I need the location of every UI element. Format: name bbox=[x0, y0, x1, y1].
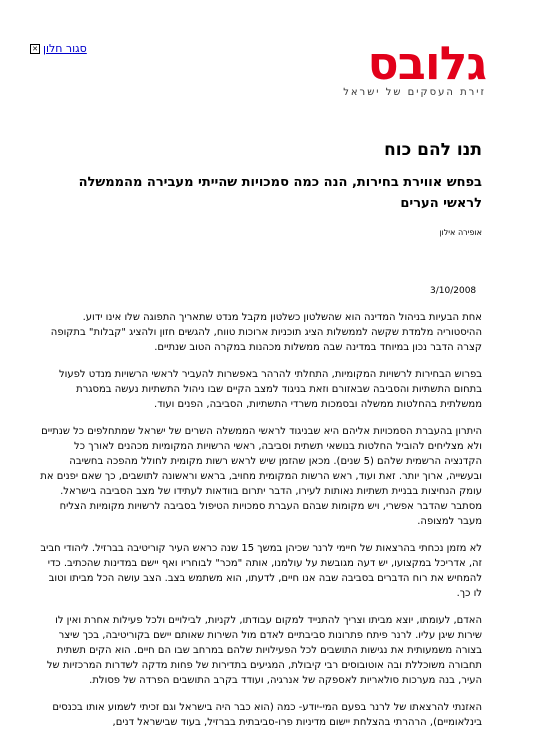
top-cut-text bbox=[0, 0, 540, 3]
article-paragraph: לא מזמן נכחתי בהרצאות של חיימי לרנר שכיהן במשך 15 שנה כראש העיר קוריטיבה בברזיל. ליהודי חביב זה, אדריכל במקצועו, יש דעה מגובשת על עולמנו, אותה "מכר" לבוחריו ואף יישם במדינות שהכתיב. כדי להמחיש את רוח הדברים בסביבה שבה אנו חיים, לדעתו, הוא משתמש בצב. הצב עושה הכל מביתו וטוב לו כך. bbox=[40, 543, 482, 599]
article bbox=[40, 140, 482, 742]
article-title: תנו להם כוח bbox=[384, 140, 482, 160]
close-window-link[interactable] bbox=[30, 42, 87, 55]
article-body bbox=[40, 310, 482, 730]
article-subtitle: בפחש אווירת בחירות, הנה כמה סמכויות שהייתי מעבירה מהממשלה לראשי הערים bbox=[78, 175, 482, 211]
article-paragraph: אחת הבעיות בניהול המדינה הוא שהשלטון כשלטון מקבל מנדט שתאריך התפוגה שלו אינו ידוע. ההיסטוריה מלמדת שקשה לממשלות הציג תוכניות ארוכות טווח, להגשים חזון ולהציג "קבלות" בתקופה קצרה הדבר נכון במיוחד במדינה שבה ממשלות מכהנות במקרה הטוב שנתיים. bbox=[50, 312, 482, 353]
article-date: 3/10/2008 bbox=[430, 286, 477, 296]
close-icon[interactable]: ✕ bbox=[30, 44, 40, 54]
article-paragraph: האדם, לעומתו, יוצא מביתו וצריך להתנייד למקום עבודתו, לקניות, לבילויים ולכל פעילות אחרת ואין לו שירות שיגן עליו. לרנר פיתח פתרונות סביבתיים לאדם מול השירות שאותם יישם בקוריטיבה, בכך שיצר בצורה משמעותית את נגישות התושבים לכל הפעילויות שלהם במרחב שבו הם חיים. הוא הקים תשתית תחבורה משוכללת ובה אוטובוסים רבי קיבולת, המגיעים בתדירות של פחות מדקה לשדרות המרכזיות של העיר, בנה מערכות סולאריות לאספקה של אנרגיה, ועודד בקרב התושבים הפרדה של פסולת. bbox=[46, 615, 482, 686]
globes-logo bbox=[326, 36, 486, 98]
article-paragraph: בפרוש הבחירות לרשויות המקומיות, התחלתי להרהר באפשרות להעביר לראשי הרשויות מנדט לפעול בתחום התשתיות והסביבה שבאזורם וזאת בניגוד למצב הקיים שבו ניהול התשתיות נעשה במסגרת ממשלתית בהחלטות ממשלה ובסמכות משרדי התשתיות, הסביבה, הפנים ועוד. bbox=[58, 369, 482, 410]
article-author: אופירה אילון bbox=[439, 228, 482, 237]
close-window-label[interactable]: סגור חלון bbox=[43, 42, 87, 55]
article-paragraph: האזנתי להרצאתו של לרנר בפעם המי-יודע- כמה (הוא כבר היה בישראל וגם זכיתי לשמוע אותו בכנסים בינלאומיים), הרהרתי בהצלחת יישום מדיניות פרו-סביבתית בברזיל, בעוד שבישראל דנים, bbox=[52, 702, 482, 728]
logo-brand: גלובס bbox=[367, 36, 486, 90]
article-paragraph: היתרון בהעברת הסמכויות אליהם היא שבניגוד לראשי הממשלה השרים של ישראל שמתחלפים כל שנתיים ולא מצליחים להוביל החלטות בנושאי תשתית וסביבה, ראשי הרשויות המקומיות מכהנים לאורך כל הקדנציה הרשמית שלהם (5 שנים). מכאן שהזמן שיש לראש רשות מקומית לחולל מהפכה בחשיבה ובעשייה, ארוך יותר. זאת ועוד, ראש הרשות המקומית מחויב, בראש וראשונה לתושבים, כך שאם יפנים את עומק הנחיצות בבניית תשתיות נאותות לעירו, הדבר יתרום בוודאות לעתידו של מצב הסביבה בישראל. מסתבר שהדבר אפשרי, ויש מקומות שבהם העברת סמכויות הטיפול בסביבה לרשויות מקומיות הצליח מעבר למצופה. bbox=[40, 426, 482, 527]
logo-tagline: זירת העסקים של ישראל bbox=[343, 87, 486, 98]
